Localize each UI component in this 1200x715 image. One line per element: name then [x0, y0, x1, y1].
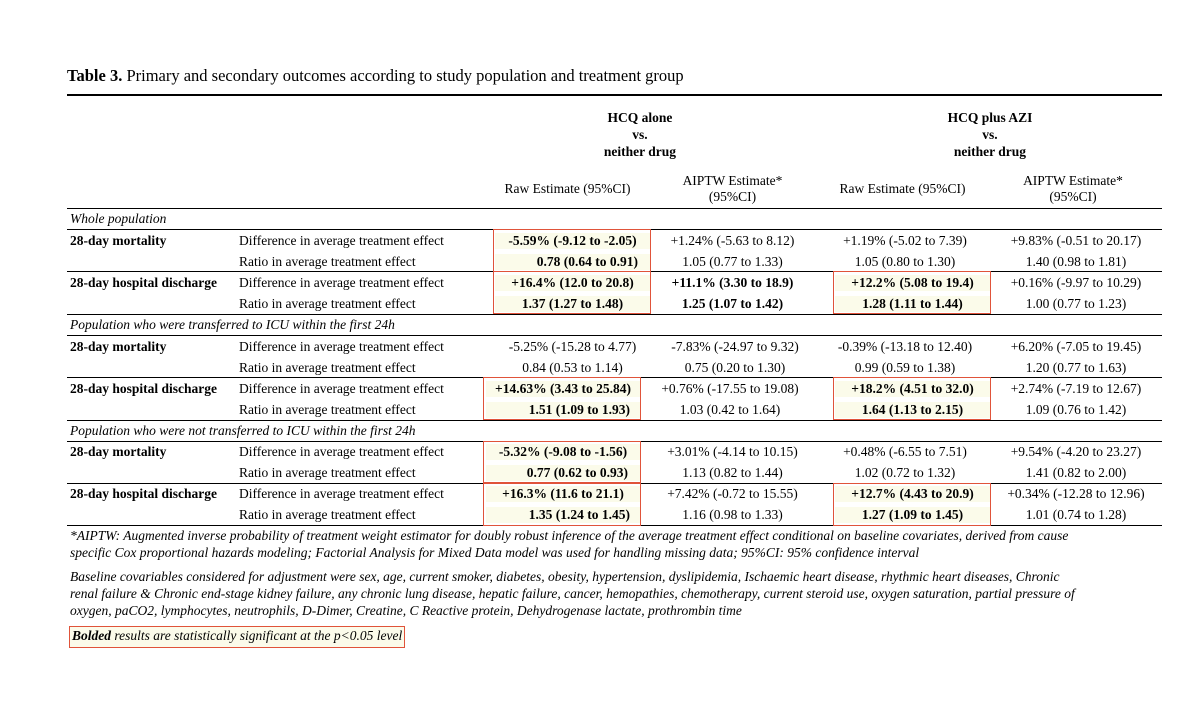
value-cell: 0.99 (0.59 to 1.38) — [854, 360, 956, 375]
group-line: HCQ plus AZI — [947, 110, 1033, 125]
highlight-box — [483, 483, 641, 526]
value-cell: 0.84 (0.53 to 1.14) — [522, 360, 623, 375]
outcome-label: 28-day mortality — [70, 233, 167, 248]
column-line: Raw Estimate (95%CI) — [839, 181, 966, 196]
value-cell: +0.76% (-17.55 to 19.08) — [661, 381, 799, 396]
value-cell: +0.16% (-9.97 to 10.29) — [1010, 275, 1142, 290]
table-caption — [67, 66, 684, 86]
outcome-label: 28-day mortality — [70, 444, 167, 459]
value-cell: -5.32% (-9.08 to -1.56) — [486, 444, 640, 460]
value-cell: 1.27 (1.09 to 1.45) — [835, 507, 990, 523]
highlight-box — [493, 229, 651, 272]
footnote-line: *AIPTW: Augmented inverse probability of treatment weight estimator for doubly robust inference of the average treatment effect conditional on baseline covariates, derived from cause — [70, 528, 1069, 543]
group-line: vs. — [632, 127, 648, 142]
value-cell: +1.24% (-5.63 to 8.12) — [670, 233, 795, 248]
value-cell: +16.3% (11.6 to 21.1) — [486, 486, 640, 502]
value-cell: 1.09 (0.76 to 1.42) — [1025, 402, 1127, 417]
column-line: (95%CI) — [708, 189, 757, 204]
metric-label: Difference in average treatment effect — [239, 233, 444, 248]
column-header — [480, 181, 655, 197]
value-cell: 1.40 (0.98 to 1.81) — [1025, 254, 1127, 269]
value-cell: +12.2% (5.08 to 19.4) — [835, 275, 990, 291]
outcome-label: 28-day hospital discharge — [70, 275, 218, 290]
value-cell: -5.59% (-9.12 to -2.05) — [495, 233, 650, 249]
value-cell: 0.77 (0.62 to 0.93) — [486, 465, 640, 481]
group-line: neither drug — [603, 144, 677, 159]
value-cell: +6.20% (-7.05 to 19.45) — [1010, 339, 1142, 354]
value-cell: 1.13 (0.82 to 1.44) — [682, 465, 783, 480]
header-rule — [67, 208, 1162, 209]
value-cell: 1.51 (1.09 to 1.93) — [486, 402, 640, 418]
value-cell: +0.34% (-12.28 to 12.96) — [1007, 486, 1145, 501]
value-cell: +2.74% (-7.19 to 12.67) — [1010, 381, 1142, 396]
section-title-icu: Population who were transferred to ICU within the first 24h — [70, 317, 395, 332]
value-cell: +16.4% (12.0 to 20.8) — [495, 275, 650, 291]
footnote-baseline — [70, 568, 1075, 619]
value-cell: -5.25% (-15.28 to 4.77) — [508, 339, 637, 354]
column-line: Raw Estimate (95%CI) — [504, 181, 631, 196]
group-header-hcq-plus-azi — [890, 109, 1090, 160]
value-cell: 1.01 (0.74 to 1.28) — [1025, 507, 1127, 522]
metric-label: Difference in average treatment effect — [239, 275, 444, 290]
group-line: HCQ alone — [607, 110, 673, 125]
metric-label: Ratio in average treatment effect — [239, 465, 416, 480]
metric-label: Ratio in average treatment effect — [239, 402, 416, 417]
column-header — [988, 173, 1158, 205]
highlight-box — [483, 441, 641, 483]
value-cell: 1.03 (0.42 to 1.64) — [679, 402, 781, 417]
outcome-label: 28-day hospital discharge — [70, 486, 218, 501]
value-cell: 1.25 (1.07 to 1.42) — [681, 296, 784, 311]
value-cell: 1.05 (0.80 to 1.30) — [854, 254, 956, 269]
value-cell: 1.02 (0.72 to 1.32) — [854, 465, 956, 480]
column-line: (95%CI) — [1049, 189, 1097, 204]
column-line: AIPTW Estimate* — [1023, 173, 1123, 188]
value-cell: -0.39% (-13.18 to 12.40) — [837, 339, 973, 354]
outcome-label: 28-day hospital discharge — [70, 381, 218, 396]
metric-label: Difference in average treatment effect — [239, 444, 444, 459]
footnote-line: specific Cox proportional hazards modeling; Factorial Analysis for Mixed Data model was used for handling missing data; 95%CI: 95% confidence interval — [70, 545, 920, 560]
metric-label: Difference in average treatment effect — [239, 339, 444, 354]
value-cell: 1.35 (1.24 to 1.45) — [486, 507, 640, 523]
value-cell: 1.28 (1.11 to 1.44) — [835, 296, 990, 312]
value-cell: 0.75 (0.20 to 1.30) — [684, 360, 786, 375]
caption-label: Table 3. — [67, 66, 123, 85]
metric-label: Difference in average treatment effect — [239, 486, 444, 501]
metric-label: Ratio in average treatment effect — [239, 360, 416, 375]
section-title-not-icu: Population who were not transferred to ICU within the first 24h — [70, 423, 416, 438]
section-rule — [67, 420, 1162, 421]
value-cell: 1.05 (0.77 to 1.33) — [682, 254, 783, 269]
section-title-whole: Whole population — [70, 211, 167, 226]
highlight-box — [833, 271, 991, 314]
group-header-hcq-alone — [540, 109, 740, 160]
value-cell: +18.2% (4.51 to 32.0) — [835, 381, 990, 397]
column-line: AIPTW Estimate* — [682, 173, 783, 188]
value-cell: 1.41 (0.82 to 2.00) — [1025, 465, 1127, 480]
footnote-line: Baseline covariables considered for adjustment were sex, age, current smoker, diabetes, obesity, hypertension, dyslipidemia, Ischaemic heart disease, rhythmic heart diseases, Chronic — [70, 569, 1060, 584]
value-cell: +0.48% (-6.55 to 7.51) — [843, 444, 967, 459]
footnote-bolded — [69, 626, 405, 648]
value-cell: 1.37 (1.27 to 1.48) — [495, 296, 650, 312]
value-cell: +7.42% (-0.72 to 15.55) — [667, 486, 798, 501]
section-rule — [67, 314, 1162, 315]
value-cell: 1.64 (1.13 to 2.15) — [835, 402, 990, 418]
bolded-rest: results are statistically significant at the p<0.05 level — [111, 628, 403, 643]
value-cell: +11.1% (3.30 to 18.9) — [671, 275, 794, 290]
value-cell: +9.54% (-4.20 to 23.27) — [1010, 444, 1142, 459]
group-line: neither drug — [953, 144, 1027, 159]
metric-label: Ratio in average treatment effect — [239, 507, 416, 522]
top-rule — [67, 94, 1162, 96]
highlight-box — [833, 377, 991, 420]
value-cell: +12.7% (4.43 to 20.9) — [835, 486, 990, 502]
value-cell: +3.01% (-4.14 to 10.15) — [667, 444, 798, 459]
highlight-box — [833, 483, 991, 526]
metric-label: Difference in average treatment effect — [239, 381, 444, 396]
value-cell: +1.19% (-5.02 to 7.39) — [843, 233, 967, 248]
value-cell: +14.63% (3.43 to 25.84) — [486, 381, 640, 397]
column-header — [650, 173, 815, 205]
section-rule — [67, 335, 1162, 336]
column-header — [815, 181, 990, 197]
highlight-box — [493, 271, 651, 314]
value-cell: 1.16 (0.98 to 1.33) — [682, 507, 783, 522]
caption-text: Primary and secondary outcomes according to study population and treatment group — [126, 66, 684, 85]
outcome-label: 28-day mortality — [70, 339, 167, 354]
footnote-line: renal failure & Chronic end-stage kidney failure, any chronic lung disease, hepatic failure, cancer, hemopathies, chemotherapy, current steroid use, oxygen saturation, partial pressure of — [70, 586, 1075, 601]
value-cell: 0.78 (0.64 to 0.91) — [495, 254, 650, 270]
highlight-box — [483, 377, 641, 420]
group-line: vs. — [982, 127, 998, 142]
value-cell: 1.00 (0.77 to 1.23) — [1025, 296, 1127, 311]
value-cell: -7.83% (-24.97 to 9.32) — [671, 339, 799, 354]
value-cell: 1.20 (0.77 to 1.63) — [1025, 360, 1127, 375]
bolded-word: Bolded — [72, 628, 111, 643]
metric-label: Ratio in average treatment effect — [239, 254, 416, 269]
footnote-aiptw — [70, 527, 1068, 561]
value-cell: +9.83% (-0.51 to 20.17) — [1010, 233, 1142, 248]
footnote-line: oxygen, paCO2, lymphocytes, neutrophils, D-Dimer, Creatine, C Reactive protein, Dehydrogenase lactate, prothrombin time — [70, 603, 742, 618]
metric-label: Ratio in average treatment effect — [239, 296, 416, 311]
